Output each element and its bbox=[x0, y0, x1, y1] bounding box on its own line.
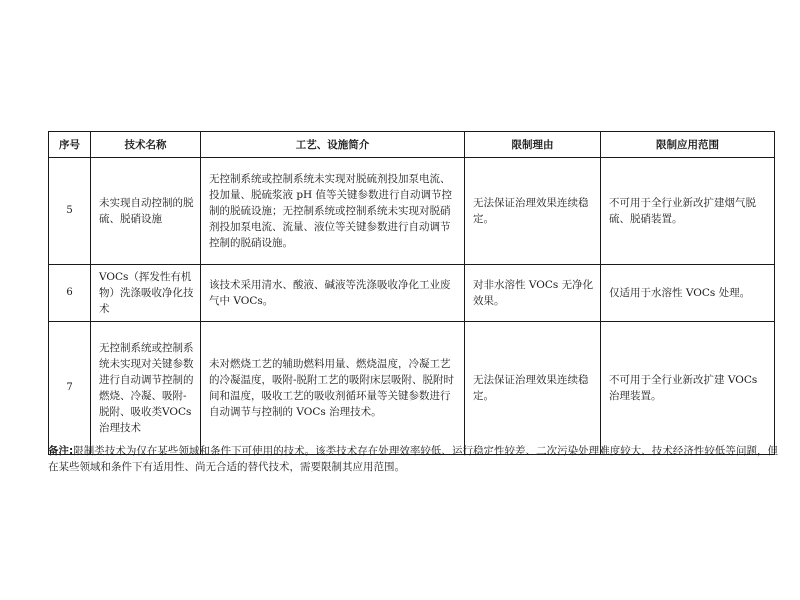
row-reason-cell bbox=[465, 158, 601, 265]
row-scope-cell bbox=[601, 158, 775, 265]
row-reason-cell bbox=[465, 322, 601, 455]
row-desc: 未对燃烧工艺的辅助燃料用量、燃烧温度，冷凝工艺的冷凝温度，吸附-脱附工艺的吸附床层吸附、脱附时间和温度，吸收工艺的吸收剂循环量等关键参数进行自动调节与控制的 VOCs 治理技术。 bbox=[209, 358, 455, 418]
restricted-technology-table bbox=[48, 131, 775, 455]
row-desc: 该技术采用清水、酸液、碱液等洗涤吸收净化工业废气中 VOCs。 bbox=[209, 279, 451, 307]
row-scope-cell bbox=[601, 322, 775, 455]
row-number: 5 bbox=[49, 158, 91, 265]
row-name: 无控制系统或控制系统未实现对关键参数进行自动调节控制的燃烧、冷凝、吸附-脱附、吸收类VOCs 治理技术 bbox=[99, 342, 194, 434]
row-desc-cell bbox=[201, 265, 465, 322]
row-number: 6 bbox=[49, 265, 91, 322]
header-reason: 限制理由 bbox=[465, 132, 601, 158]
header-name: 技术名称 bbox=[91, 132, 201, 158]
remarks-note bbox=[48, 443, 778, 475]
row-reason: 无法保证治理效果连续稳定。 bbox=[473, 197, 589, 225]
table-row bbox=[49, 158, 775, 265]
table-header-row bbox=[49, 132, 775, 158]
row-desc-cell bbox=[201, 322, 465, 455]
header-scope: 限制应用范围 bbox=[601, 132, 775, 158]
row-reason-cell bbox=[465, 265, 601, 322]
row-name-cell bbox=[91, 322, 201, 455]
row-scope: 仅适用于水溶性 VOCs 处理。 bbox=[609, 287, 751, 299]
row-scope: 不可用于全行业新改扩建烟气脱硫、脱硝装置。 bbox=[609, 197, 756, 225]
remarks-label: 备注: bbox=[48, 445, 74, 457]
row-scope: 不可用于全行业新改扩建 VOCs 治理装置。 bbox=[609, 374, 758, 402]
row-name: 未实现自动控制的脱硫、脱硝设施 bbox=[99, 197, 194, 225]
row-desc: 无控制系统或控制系统未实现对脱硫剂投加泵电流、投加量、脱硫浆液 pH 值等关键参数进行自动调节控制的脱硫设施；无控制系统或控制系统未实现对脱硝剂投加泵电流、流量、液位等关键参数进行自动调节控制的脱硝设施。 bbox=[209, 173, 453, 249]
row-name-cell bbox=[91, 265, 201, 322]
row-scope-cell bbox=[601, 265, 775, 322]
row-number: 7 bbox=[49, 322, 91, 455]
row-reason: 无法保证治理效果连续稳定。 bbox=[473, 374, 589, 402]
table-row bbox=[49, 265, 775, 322]
row-reason: 对非水溶性 VOCs 无净化效果。 bbox=[473, 279, 594, 307]
row-name: VOCs（挥发性有机物）洗涤吸收净化技术 bbox=[99, 271, 194, 315]
header-desc: 工艺、设施简介 bbox=[201, 132, 465, 158]
table-row bbox=[49, 322, 775, 455]
remarks-text: 限制类技术为仅在某些领域和条件下可使用的技术。该类技术存在处理效率较低、运行稳定性较差、二次污染处理难度较大、技术经济性较低等问题，但在某些领域和条件下有适用性、尚无合适的替代技术，需要限制其应用范围。 bbox=[48, 445, 779, 473]
row-desc-cell bbox=[201, 158, 465, 265]
row-name-cell bbox=[91, 158, 201, 265]
header-no: 序号 bbox=[49, 132, 91, 158]
